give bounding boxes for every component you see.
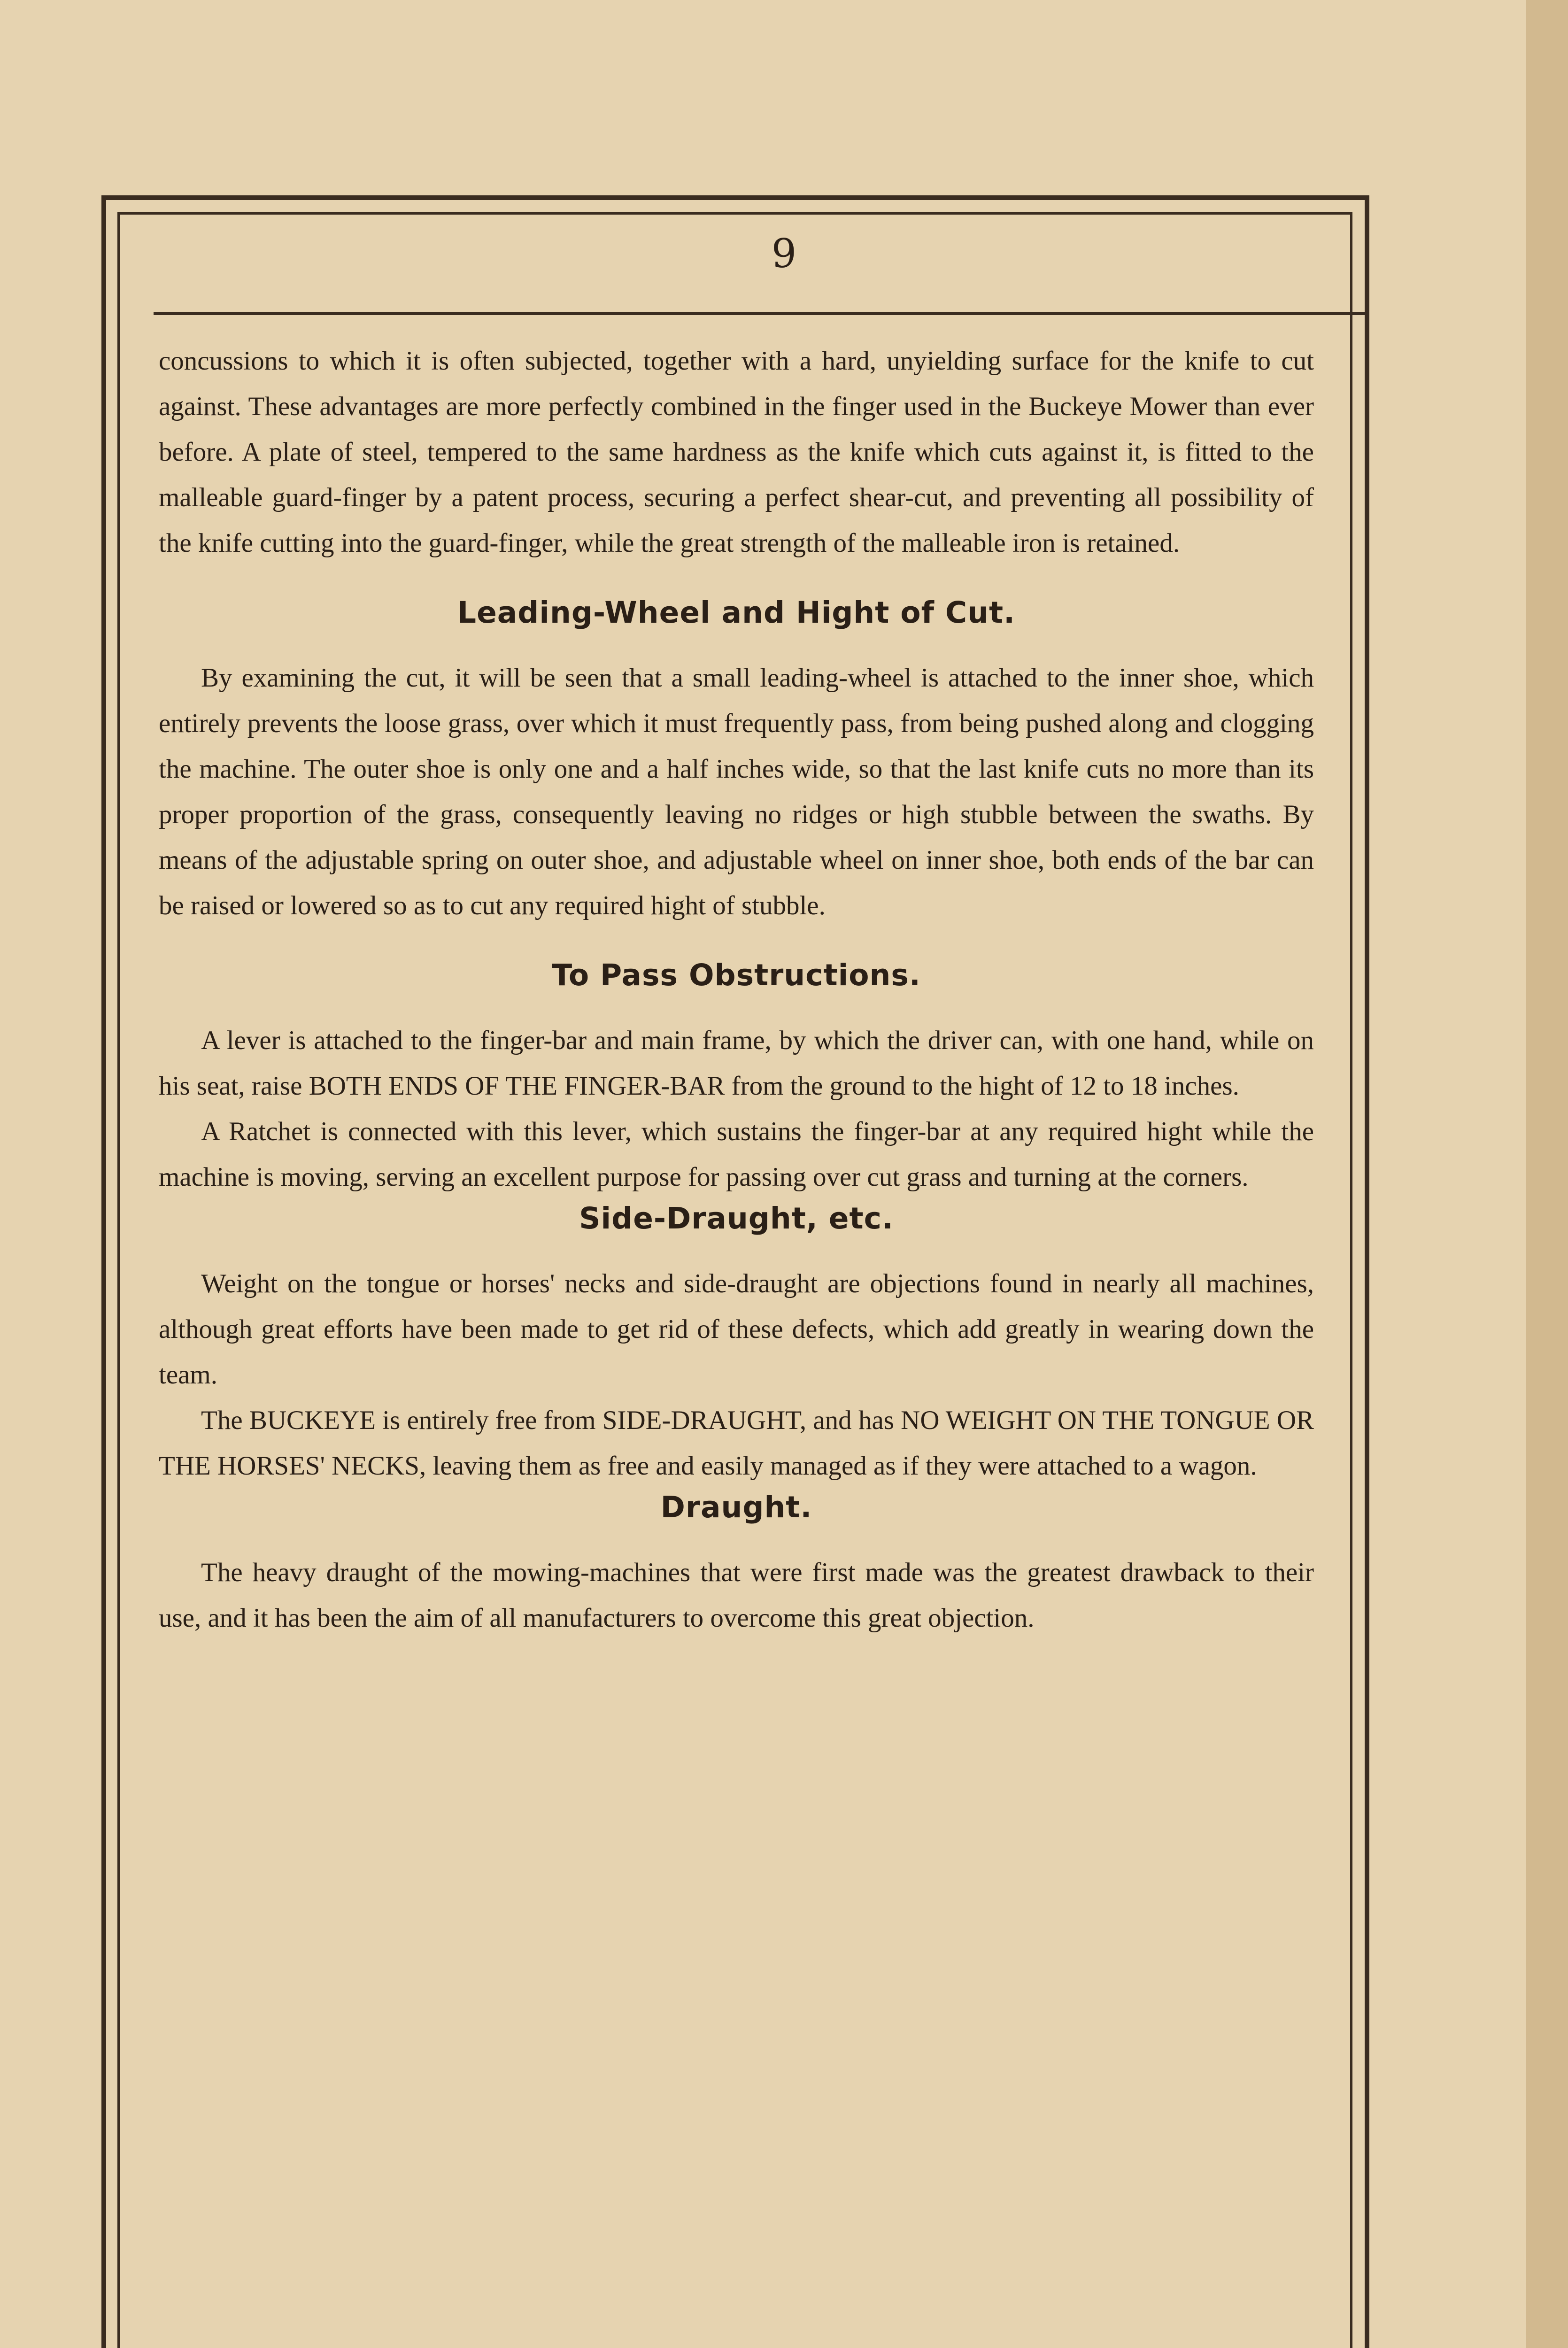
page-number: 9	[771, 231, 797, 277]
obstructions-heading: To Pass Obstructions.	[552, 958, 921, 992]
intro-paragraph: concussions to which it is often subjected, together with a hard, unyielding surface for the knife to cut against. These advantages are more perfectly combined in the finger used in the Buckeye Mower than ever before. A plate of steel, tempered to the same hardness as the knife which cuts against it, is fitted to the malleable guard-finger by a patent process, securing a perfect shear-cut, and preventing all possibility of the knife cutting into the guard-finger, while the great strength of the malleable iron is retained.	[159, 346, 1314, 558]
page-content	[159, 338, 1314, 2310]
obstructions-paragraph-2: A Ratchet is connected with this lever, which sustains the finger-bar at any required hight while the machine is moving, serving an excellent purpose for passing over cut grass and turning at the corners.	[159, 1117, 1314, 1192]
leading-wheel-paragraph: By examining the cut, it will be seen that a small leading-wheel is attached to the inner shoe, which entirely prevents the loose grass, over which it must frequently pass, from being pushed along and clogging the machine. The outer shoe is only one and a half inches wide, so that the last knife cuts no more than its proper proportion of the grass, consequently leaving no ridges or high stubble between the swaths. By means of the adjustable spring on outer shoe, and adjustable wheel on inner shoe, both ends of the bar can be raised or lowered so as to cut any required hight of stubble.	[159, 663, 1314, 920]
obstructions-paragraph-1: A lever is attached to the finger-bar and main frame, by which the driver can, with one hand, while on his seat, raise BOTH ENDS OF THE FINGER-BAR from the ground to the hight of 12 to 18 inches.	[159, 1026, 1314, 1101]
header-rule	[154, 312, 1365, 315]
paper-edge	[1526, 0, 1568, 2348]
leading-wheel-heading: Leading-Wheel and Hight of Cut.	[457, 595, 1016, 630]
side-draught-heading: Side-Draught, etc.	[579, 1201, 894, 1236]
draught-heading: Draught.	[660, 1490, 812, 1524]
draught-paragraph: The heavy draught of the mowing-machines that were first made was the greatest drawback to their use, and it has been the aim of all manufacturers to overcome this great objection.	[159, 1558, 1314, 1633]
side-draught-paragraph-1: Weight on the tongue or horses' necks and side-draught are objections found in nearly all machines, although great efforts have been made to get rid of these defects, which add greatly in wearing down the team.	[159, 1269, 1314, 1390]
side-draught-paragraph-2: The BUCKEYE is entirely free from SIDE-DRAUGHT, and has NO WEIGHT ON THE TONGUE OR THE HORSES' NECKS, leaving them as free and easily managed as if they were attached to a wagon.	[159, 1406, 1314, 1481]
